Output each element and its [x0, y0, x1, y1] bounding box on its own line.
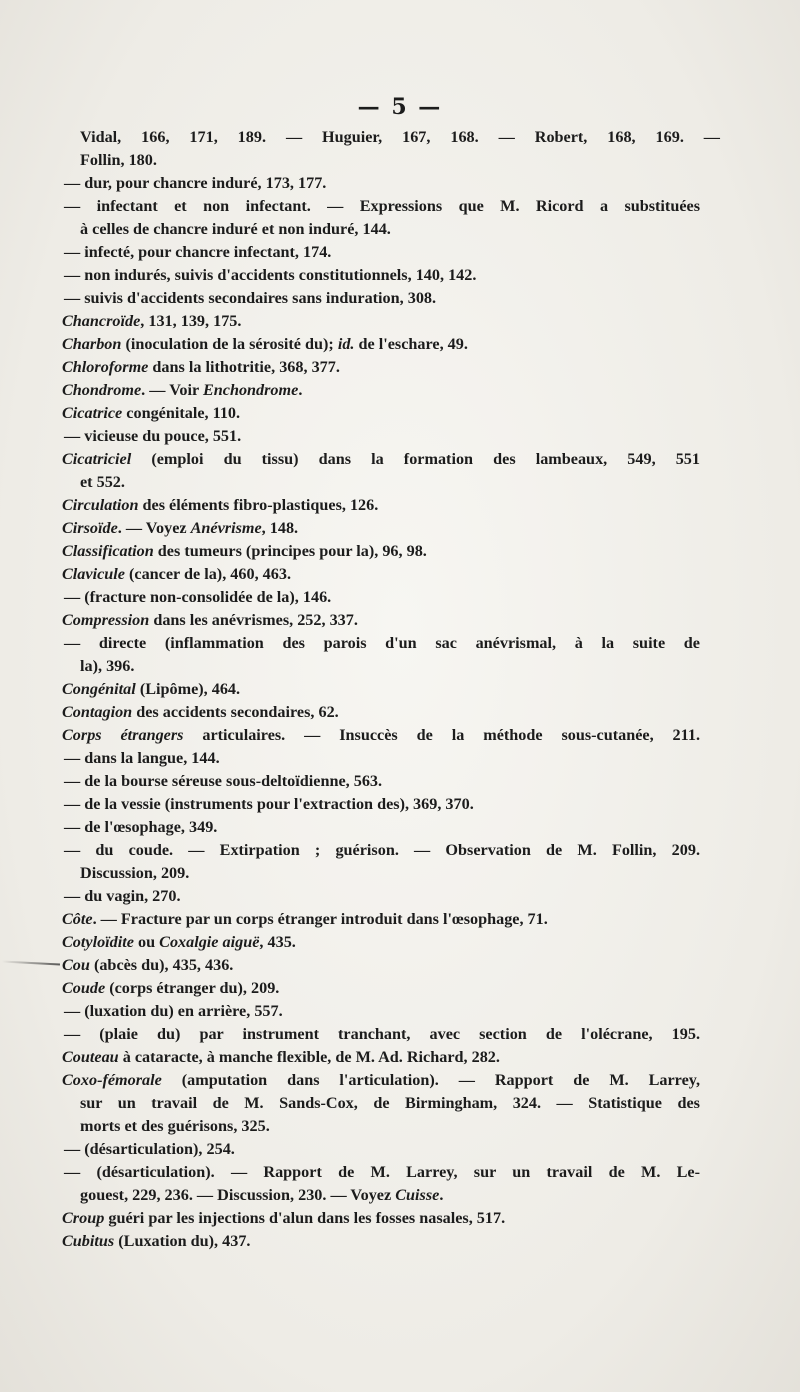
- index-term: Cuisse: [395, 1186, 440, 1204]
- index-text: — (plaie du) par instrument tranchant, avec section de l'olécrane, 195.: [64, 1025, 700, 1043]
- index-line: [64, 839, 700, 862]
- index-text: — non indurés, suivis d'accidents constitutionnels, 140, 142.: [64, 266, 477, 284]
- index-line: [80, 1115, 270, 1138]
- index-line: [62, 609, 358, 632]
- index-line: [64, 770, 382, 793]
- index-text: , 435.: [259, 933, 296, 951]
- index-term: Coude: [62, 979, 106, 997]
- index-term: Chancroïde: [62, 312, 141, 330]
- index-line: [64, 241, 331, 264]
- index-line: [62, 977, 279, 1000]
- index-text: (cancer de la), 460, 463.: [124, 565, 291, 583]
- index-line: [62, 908, 548, 931]
- index-text: dans la lithotritie, 368, 377.: [148, 358, 340, 376]
- index-text: à cataracte, à manche flexible, de M. Ad. Richard, 282.: [118, 1048, 500, 1066]
- index-text: — de la bourse séreuse sous-deltoïdienne, 563.: [64, 772, 383, 790]
- index-line: [80, 862, 189, 885]
- index-term: Circulation: [62, 496, 139, 514]
- index-text: — dans la langue, 144.: [64, 749, 220, 767]
- index-text: (Lipôme), 464.: [135, 680, 241, 698]
- index-line: [64, 195, 700, 218]
- index-text: (abcès du), 435, 436.: [89, 956, 234, 974]
- index-text: — infecté, pour chancre infectant, 174.: [64, 243, 332, 261]
- index-term: Croup: [62, 1209, 105, 1227]
- index-term: Cotyloïdite: [62, 933, 134, 951]
- index-text: morts et des guérisons, 325.: [80, 1117, 270, 1135]
- index-line: [62, 517, 298, 540]
- index-line: [62, 310, 241, 333]
- index-line: [62, 678, 240, 701]
- index-text: — infectant et non infectant. — Expressions que M. Ricord a substituées: [64, 197, 700, 215]
- index-text: la), 396.: [80, 657, 135, 675]
- index-text: , 148.: [261, 519, 299, 537]
- index-line: [62, 540, 427, 563]
- index-term: Cicatrice: [62, 404, 123, 422]
- index-term: id.: [337, 335, 355, 353]
- index-text: — (luxation du) en arrière, 557.: [64, 1002, 283, 1020]
- index-text: .: [439, 1186, 444, 1204]
- index-line: [64, 1000, 283, 1023]
- index-text: articulaires. — Insuccès de la méthode sous-cutanée, 211.: [183, 726, 700, 744]
- index-line: [80, 471, 125, 494]
- index-line: [80, 149, 157, 172]
- index-line: [64, 425, 241, 448]
- index-term: Chloroforme: [62, 358, 149, 376]
- index-line: [62, 954, 233, 977]
- index-term: Côte: [62, 910, 93, 928]
- index-term: Cubitus: [62, 1232, 115, 1250]
- index-text: — (désarticulation), 254.: [64, 1140, 235, 1158]
- index-text: guéri par les injections d'alun dans les fosses nasales, 517.: [104, 1209, 506, 1227]
- index-term: Congénital: [62, 680, 136, 698]
- index-line: [62, 1069, 700, 1092]
- index-line: [62, 333, 468, 356]
- margin-pen-mark: [2, 960, 60, 965]
- index-line: [64, 1138, 235, 1161]
- index-line: [62, 402, 240, 425]
- index-line: [62, 563, 291, 586]
- index-text: dans les anévrismes, 252, 337.: [149, 611, 358, 629]
- index-line: [80, 126, 720, 149]
- index-text: des accidents secondaires, 62.: [132, 703, 339, 721]
- index-line: [64, 172, 326, 195]
- index-line: [64, 586, 331, 609]
- index-text: Vidal, 166, 171, 189. — Huguier, 167, 168. — Robert, 168, 169. —: [80, 128, 720, 146]
- index-text: — dur, pour chancre induré, 173, 177.: [64, 174, 327, 192]
- page-number: — 5 —: [357, 94, 443, 120]
- index-line: [64, 793, 474, 816]
- index-text: — du coude. — Extirpation ; guérison. — Observation de M. Follin, 209.: [64, 841, 700, 859]
- index-term: Compression: [62, 611, 150, 629]
- index-line: [64, 1023, 700, 1046]
- index-text: . — Voyez: [117, 519, 191, 537]
- index-line: [62, 379, 302, 402]
- index-text: — suivis d'accidents secondaires sans induration, 308.: [64, 289, 437, 307]
- index-text: de l'eschare, 49.: [354, 335, 468, 353]
- index-line: [80, 1092, 700, 1115]
- index-line: [64, 1161, 700, 1184]
- index-text: (corps étranger du), 209.: [105, 979, 280, 997]
- index-line: [62, 1207, 505, 1230]
- index-line: [62, 701, 339, 724]
- index-term: Corps étrangers: [62, 726, 184, 744]
- index-text: — directe (inflammation des parois d'un sac anévrismal, à la suite de: [64, 634, 700, 652]
- index-text: — de l'œsophage, 349.: [64, 818, 218, 836]
- index-term: Clavicule: [62, 565, 125, 583]
- index-term: Cicatriciel: [62, 450, 132, 468]
- index-text: des éléments fibro-plastiques, 126.: [138, 496, 379, 514]
- index-text: Follin, 180.: [80, 151, 157, 169]
- index-text: congénitale, 110.: [122, 404, 241, 422]
- index-line: [80, 218, 391, 241]
- index-term: Classification: [62, 542, 154, 560]
- index-line: [64, 632, 700, 655]
- index-text: — du vagin, 270.: [64, 887, 181, 905]
- index-line: [80, 655, 134, 678]
- index-line: [62, 448, 700, 471]
- index-term: Enchondrome: [202, 381, 299, 399]
- index-term: Cirsoïde: [62, 519, 118, 537]
- index-term: Charbon: [62, 335, 122, 353]
- index-text: (Luxation du), 437.: [114, 1232, 251, 1250]
- index-line: [64, 816, 217, 839]
- index-line: [64, 264, 476, 287]
- index-text: ou: [133, 933, 160, 951]
- index-line: [64, 747, 220, 770]
- index-line: [64, 287, 436, 310]
- index-text: — vicieuse du pouce, 551.: [64, 427, 242, 445]
- index-text: . — Voir: [141, 381, 203, 399]
- index-text: sur un travail de M. Sands-Cox, de Birmingham, 324. — Statistique des: [80, 1094, 700, 1112]
- index-line: [80, 1184, 443, 1207]
- index-term: Coxalgie aiguë: [159, 933, 260, 951]
- index-text: des tumeurs (principes pour la), 96, 98.: [153, 542, 427, 560]
- index-text: — (fracture non-consolidée de la), 146.: [64, 588, 332, 606]
- index-text: (inoculation de la sérosité du);: [121, 335, 338, 353]
- index-line: [62, 1230, 250, 1253]
- index-text: . — Fracture par un corps étranger introduit dans l'œsophage, 71.: [92, 910, 548, 928]
- index-term: Cou: [62, 956, 90, 974]
- index-text: — (désarticulation). — Rapport de M. Larrey, sur un travail de M. Le-: [64, 1163, 700, 1181]
- index-term: Couteau: [62, 1048, 119, 1066]
- index-text: (emploi du tissu) dans la formation des lambeaux, 549, 551: [131, 450, 700, 468]
- index-line: [62, 494, 378, 517]
- index-term: Coxo-fémorale: [62, 1071, 162, 1089]
- index-line: [62, 1046, 500, 1069]
- index-line: [64, 885, 181, 908]
- index-line: [62, 356, 340, 379]
- index-term: Anévrisme: [190, 519, 262, 537]
- index-line: [62, 931, 296, 954]
- index-term: Chondrome: [62, 381, 142, 399]
- index-text: à celles de chancre induré et non induré, 144.: [80, 220, 391, 238]
- index-text: — de la vessie (instruments pour l'extraction des), 369, 370.: [64, 795, 474, 813]
- index-line: [62, 724, 700, 747]
- index-text: (amputation dans l'articulation). — Rapport de M. Larrey,: [161, 1071, 700, 1089]
- index-text: gouest, 229, 236. — Discussion, 230. — Voyez: [80, 1186, 396, 1204]
- index-text: et 552.: [80, 473, 125, 491]
- index-text: , 131, 139, 175.: [140, 312, 242, 330]
- index-text: Discussion, 209.: [80, 864, 190, 882]
- index-term: Contagion: [62, 703, 133, 721]
- index-text: .: [298, 381, 303, 399]
